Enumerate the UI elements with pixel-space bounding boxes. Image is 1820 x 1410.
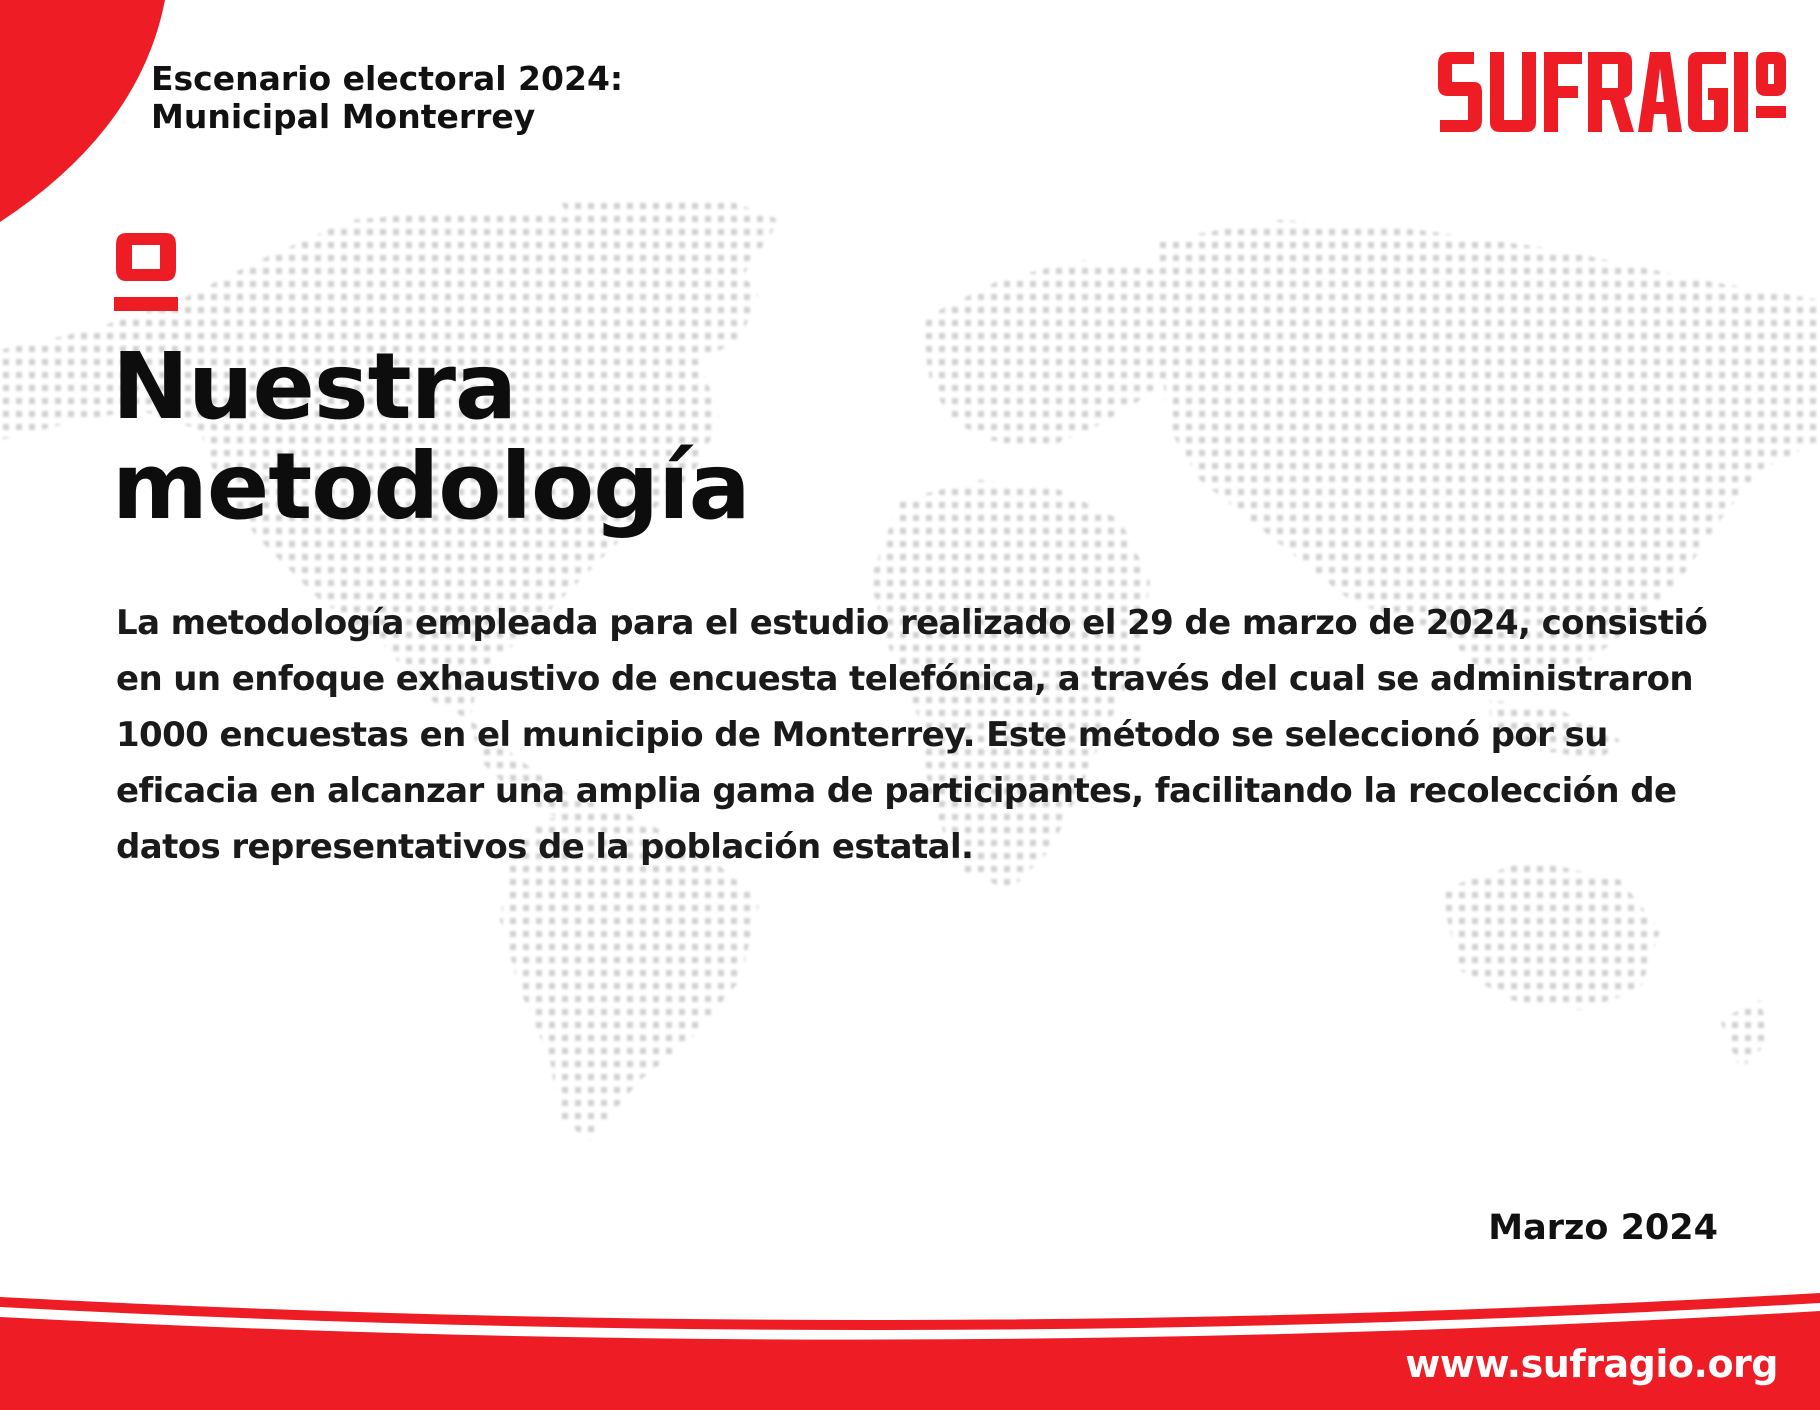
website-link[interactable]: www.sufragio.org	[1405, 1342, 1778, 1386]
page-title	[112, 333, 750, 540]
page-title-line1: Nuestra	[112, 333, 517, 440]
sufragio-logo	[1438, 50, 1786, 136]
header-subtitle	[151, 60, 623, 136]
footer-date: Marzo 2024	[1488, 1208, 1718, 1248]
header-subtitle-line1: Escenario electoral 2024:	[151, 59, 624, 98]
section-mark-icon	[112, 225, 180, 313]
corner-arc-decoration	[0, 0, 175, 225]
methodology-paragraph: La metodología empleada para el estudio realizado el 29 de marzo de 2024, consistió en un enfoque exhaustivo de encuesta telefónica, a través del cual se administraron 1000 encuestas en el municipio de Monterrey. Este método se seleccionó por su eficacia en alcanzar una amplia gama de participantes, facilitando la recolección de datos representativos de la población estatal.	[116, 603, 1708, 867]
header-subtitle-line2: Municipal Monterrey	[151, 97, 536, 136]
page-title-line2: metodología	[112, 433, 750, 540]
